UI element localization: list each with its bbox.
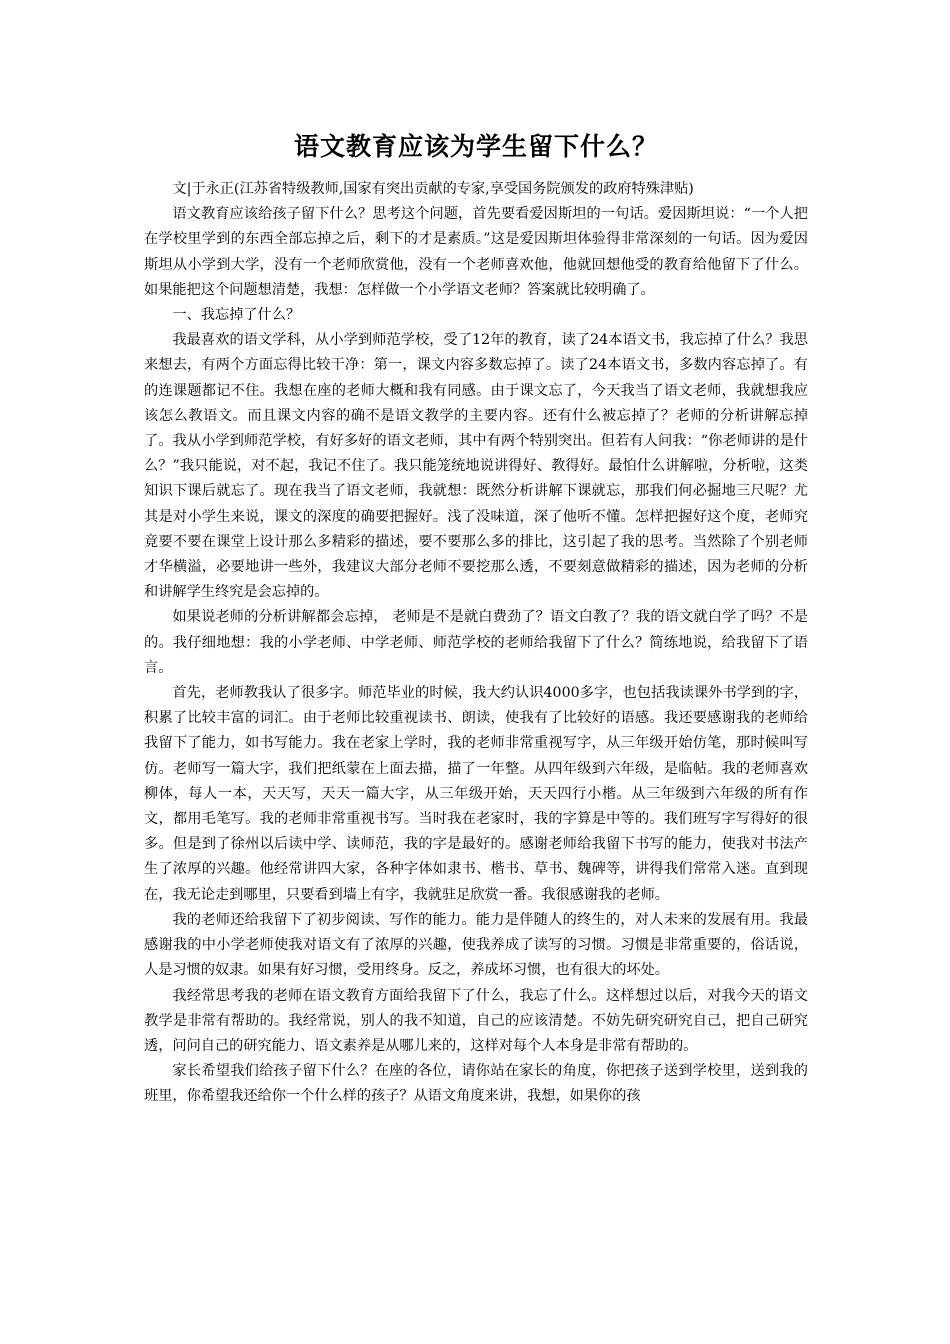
body-paragraph: 我经常思考我的老师在语文教育方面给我留下了什么，我忘了什么。这样想过以后，对我今天的语文教学是非常有帮助的。我经常说，别人的我不知道，自己的应该清楚。不妨先研究研究自己，把自己研究透，问问自己的研究能力、语文素养是从哪儿来的，这样对每个人本身是非常有帮助的。	[144, 987, 808, 1054]
body-paragraph: 如果说老师的分析讲解都会忘掉， 老师是不是就白费劲了？语文白教了？我的语文就白学了吗？不是的。我仔细地想：我的小学老师、中学老师、师范学校的老师给我留下了什么？简练地说，给我留下了语言。	[144, 609, 808, 676]
body-paragraph: 首先，老师教我认了很多字。师范毕业的时候，我大约认识4000多字，也包括我读课外书学到的字，积累了比较丰富的词汇。由于老师比较重视读书、朗读，使我有了比较好的语感。我还要感谢我的老师给我留下了能力，如书写能力。我在老家上学时，我的老师非常重视写字，从三年级开始仿笔，那时候叫写仿。老师写一篇大字，我们把纸蒙在上面去描，描了一年整。从四年级到六年级，是临帖。我的老师喜欢柳体，每人一本，天天写，天天一篇大字，从三年级开始，天天四行小楷。从三年级到六年级的所有作文，都用毛笔写。我的老师非常重视书写。当时我在老家时，我的字算是中等的。我们班写字写得好的很多。但是到了徐州以后读中学、读师范，我的字是最好的。感谢老师给我留下书写的能力，使我对书法产生了浓厚的兴趣。他经常讲四大家，各种字体如隶书、楷书、草书、魏碑等，讲得我们常常入迷。直到现在，我无论走到哪里，只要看到墙上有字，我就驻足欣赏一番。我很感谢我的老师。	[144, 685, 808, 903]
author-line: 文|于永正(江苏省特级教师,国家有突出贡献的专家,享受国务院颁发的政府特殊津贴)	[172, 181, 694, 197]
body-paragraph: 语文教育应该给孩子留下什么？思考这个问题，首先要看爱因斯坦的一句话。爱因斯坦说：“一个人把在学校里学到的东西全部忘掉之后，剩下的才是素质。”这是爱因斯坦体验得非常深刻的一句话。因为爱因斯坦从小学到大学，没有一个老师欣赏他，没有一个老师喜欢他，他就回想他受的教育给他留下了什么。如果能把这个问题想清楚，我想：怎样做一个小学语文老师？答案就比较明确了。	[144, 206, 808, 298]
section-heading: 一、我忘掉了什么？	[172, 307, 301, 324]
body-paragraph: 家长希望我们给孩子留下什么？在座的各位，请你站在家长的角度，你把孩子送到学校里，送到我的班里，你希望我还给你一个什么样的孩子？从语文角度来讲，我想，如果你的孩	[144, 1063, 808, 1105]
document-page	[144, 127, 808, 1110]
body-paragraph: 我最喜欢的语文学科，从小学到师范学校，受了12年的教育，读了24本语文书，我忘掉了什么？我思来想去，有两个方面忘得比较干净：第一，课文内容多数忘掉了。读了24本语文书，多数内容忘掉了。有的连课题都记不住。我想在座的老师大概和我有同感。由于课文忘了，今天我当了语文老师，我就想我应该怎么教语文。而且课文内容的确不是语文教学的主要内容。还有什么被忘掉了？老师的分析讲解忘掉了。我从小学到师范学校，有好多好的语文老师，其中有两个特别突出。但若有人问我：“你老师讲的是什么？”我只能说，对不起，我记不住了。我只能笼统地说讲得好、教得好。最怕什么讲解啦，分析啦，这类知识下课后就忘了。现在我当了语文老师，我就想：既然分析讲解下课就忘，那我们何必掘地三尺呢？尤其是对小学生来说，课文的深度的确要把握好。浅了没味道，深了他听不懂。怎样把握好这个度，老师究竟要不要在课堂上设计那么多精彩的描述，要不要那么多的排比，这引起了我的思考。当然除了个别老师才华横溢，必要地讲一些外，我建议大部分老师不要挖那么透，不要刻意做精彩的描述，因为老师的分析和讲解学生终究是会忘掉的。	[144, 332, 808, 601]
document-title: 语文教育应该为学生留下什么？	[293, 132, 658, 161]
body-paragraph: 我的老师还给我留下了初步阅读、写作的能力。能力是伴随人的终生的，对人未来的发展有用。我最感谢我的中小学老师使我对语文有了浓厚的兴趣，使我养成了读写的习惯。习惯是非常重要的，俗话说，人是习惯的奴隶。如果有好习惯，受用终身。反之，养成坏习惯，也有很大的坏处。	[144, 911, 808, 979]
